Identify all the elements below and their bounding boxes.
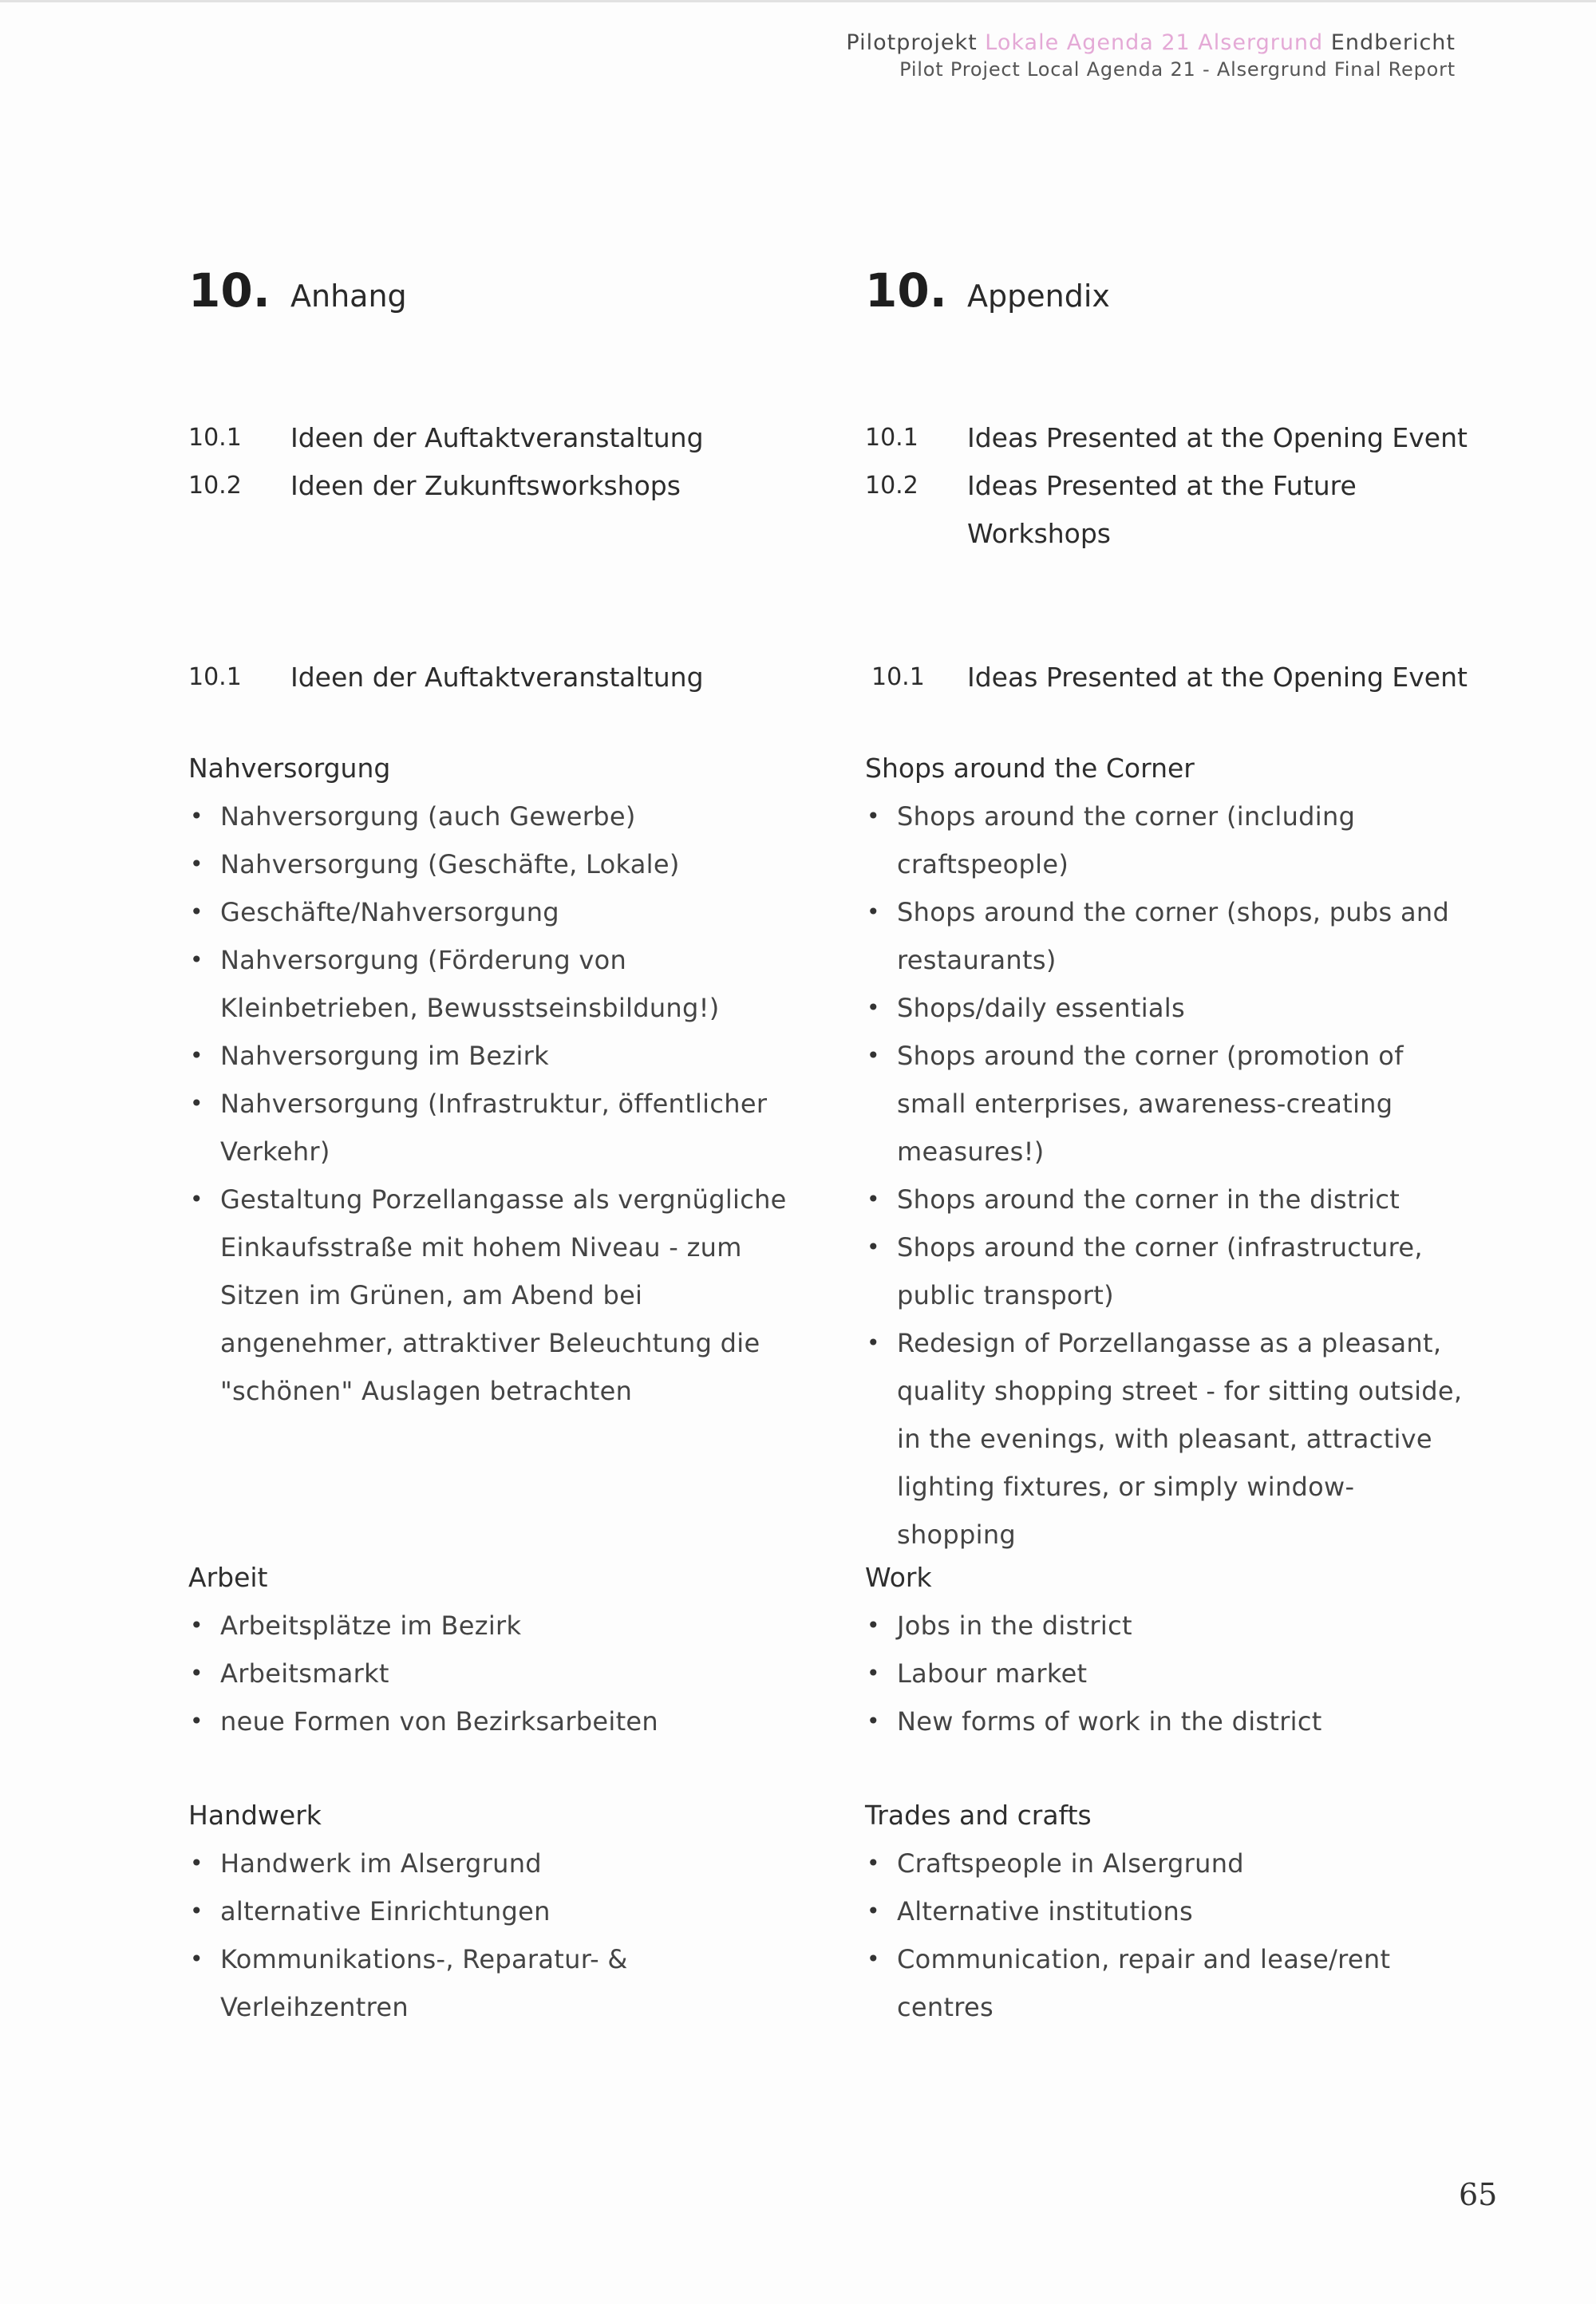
section-title: Ideen der Auftaktveranstaltung [290,662,704,693]
group-title: Handwerk [188,1800,322,1831]
list-item: • Redesign of Porzellangasse as a pleasant, quality shopping street - for sitting outside, in the evenings, with pleasant, attractive lighting fixtures, or simply window-shopping [865,1319,1472,1559]
list-item: • Communication, repair and lease/rent centres [865,1935,1472,2031]
list-item: • Kommunikations-, Reparatur- & Verleihzentren [188,1935,795,2031]
list-item: • Shops around the corner (infrastructure, public transport) [865,1223,1472,1319]
group-title: Trades and crafts [865,1800,1092,1831]
group-handwerk [188,1792,795,2031]
list-item: • Shops around the corner in the district [865,1176,1472,1223]
toc-number: 10.1 [865,424,918,452]
group-title: Shops around the Corner [865,753,1195,784]
list-item: • Geschäfte/Nahversorgung [188,888,795,936]
list-item: • Craftspeople in Alsergrund [865,1840,1472,1887]
list-item: • Nahversorgung (auch Gewerbe) [188,792,795,840]
group-title: Work [865,1562,932,1593]
toc-item [188,462,795,510]
section-heading-en [865,654,1472,701]
toc-en [865,414,1472,654]
list-item: • Gestaltung Porzellangasse als vergnügliche Einkaufsstraße mit hohem Niveau - zum Sitzen im Grünen, am Abend bei angenehmer, attraktiver Beleuchtung die "schönen" Auslagen betrachten [188,1176,795,1415]
chapter-title: Anhang [290,279,407,314]
list-item: • Jobs in the district [865,1602,1472,1650]
header-title-de [846,30,1456,55]
list-item: • Handwerk im Alsergrund [188,1840,795,1887]
header-title-en: Pilot Project Local Agenda 21 - Alsergrund Final Report [899,58,1456,81]
group-work [865,1554,1472,1792]
section-number: 10.1 [188,663,242,691]
list-item: • neue Formen von Bezirksarbeiten [188,1697,795,1745]
chapter-title: Appendix [967,279,1110,314]
top-rule [0,0,1596,2]
chapter-number: 10. [865,263,947,318]
toc-title: Ideen der Auftaktveranstaltung [290,422,704,453]
header-post: Endbericht [1330,30,1456,55]
list-item: • Arbeitsplätze im Bezirk [188,1602,795,1650]
list-item: • Shops/daily essentials [865,984,1472,1032]
page-number: 65 [1459,2177,1498,2212]
toc-de [188,414,795,654]
list-item: • alternative Einrichtungen [188,1887,795,1935]
toc-item [865,414,1472,462]
group-trades [865,1792,1472,2031]
list-item: • New forms of work in the district [865,1697,1472,1745]
section-number: 10.1 [871,663,925,691]
toc-title: Ideas Presented at the Future Workshops [967,470,1357,549]
group-title: Nahversorgung [188,753,391,784]
toc-item [865,462,1472,558]
toc-title: Ideen der Zukunftsworkshops [290,470,681,501]
list-item: • Arbeitsmarkt [188,1650,795,1697]
toc-number: 10.2 [188,472,242,500]
list-item: • Nahversorgung im Bezirk [188,1032,795,1080]
list-item: • Shops around the corner (including craftspeople) [865,792,1472,888]
header-brand: Lokale Agenda 21 Alsergrund [985,30,1324,55]
header-pre: Pilotprojekt [846,30,978,55]
list-item: • Shops around the corner (promotion of small enterprises, awareness-creating measures!) [865,1032,1472,1176]
list-item: • Nahversorgung (Geschäfte, Lokale) [188,840,795,888]
column-german [188,263,795,2031]
list-item: • Alternative institutions [865,1887,1472,1935]
section-title: Ideas Presented at the Opening Event [967,662,1468,693]
section-heading-de [188,654,795,701]
chapter-heading-en [865,263,1472,322]
chapter-number: 10. [188,263,271,318]
list-item: • Nahversorgung (Infrastruktur, öffentlicher Verkehr) [188,1080,795,1176]
group-title: Arbeit [188,1562,268,1593]
group-shops [865,745,1472,1554]
column-english [865,263,1472,2031]
list-item: • Shops around the corner (shops, pubs and restaurants) [865,888,1472,984]
running-header [846,30,1456,81]
chapter-heading-de [188,263,795,322]
toc-item [188,414,795,462]
group-nahversorgung [188,745,795,1554]
toc-number: 10.1 [188,424,242,452]
toc-title: Ideas Presented at the Opening Event [967,422,1468,453]
toc-number: 10.2 [865,472,918,500]
list-item: • Nahversorgung (Förderung von Kleinbetrieben, Bewusstseinsbildung!) [188,936,795,1032]
group-arbeit [188,1554,795,1792]
list-item: • Labour market [865,1650,1472,1697]
